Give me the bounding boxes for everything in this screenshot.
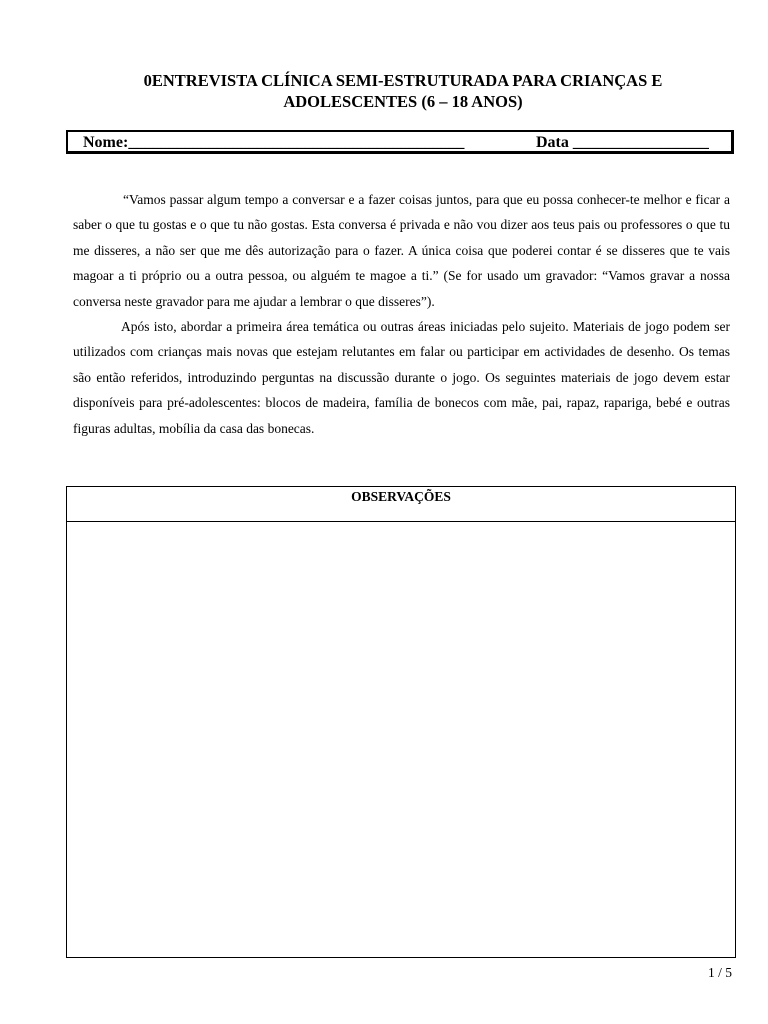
instructions-text	[73, 187, 730, 441]
date-field-label[interactable]: Data _________________	[536, 134, 709, 151]
instructions-paragraph-1: “Vamos passar algum tempo a conversar e a fazer coisas juntos, para que eu possa conhecer-te melhor e ficar a saber o que tu gostas e o que tu não gostas. Esta conversa é privada e não vou dizer aos teus pais ou professores o que tu me disseres, a não ser que me dês autorização para o fazer. A única coisa que poderei contar é se disseres que te vais magoar a ti próprio ou a outra pessoa, ou alguém te magoe a ti.” (Se for usado um gravador: “Vamos gravar a nossa conversa neste gravador para me ajudar a lembrar o que disseres”).	[73, 192, 730, 309]
name-field-label[interactable]: Nome:__________________________________________	[83, 134, 465, 151]
page-number: 1 / 5	[707, 965, 732, 980]
document-title-line-2: ADOLESCENTES (6 – 18 ANOS)	[283, 92, 523, 111]
document-title-line-1: 0ENTREVISTA CLÍNICA SEMI-ESTRUTURADA PARA CRIANÇAS E	[143, 71, 663, 90]
name-date-box	[66, 130, 734, 154]
document-title	[72, 70, 734, 112]
observations-header: OBSERVAÇÕES	[67, 487, 735, 522]
observations-table	[66, 486, 736, 958]
instructions-paragraph-2: Após isto, abordar a primeira área temática ou outras áreas iniciadas pelo sujeito. Materiais de jogo podem ser utilizados com crianças mais novas que estejam relutantes em falar ou participar em actividades de desenho. Os temas são então referidos, introduzindo perguntas na discussão durante o jogo. Os seguintes materiais de jogo devem estar disponíveis para pré-adolescentes: blocos de madeira, família de bonecos com mãe, pai, rapaz, rapariga, bebé e outras figuras adultas, mobília da casa das bonecas.	[73, 319, 730, 436]
